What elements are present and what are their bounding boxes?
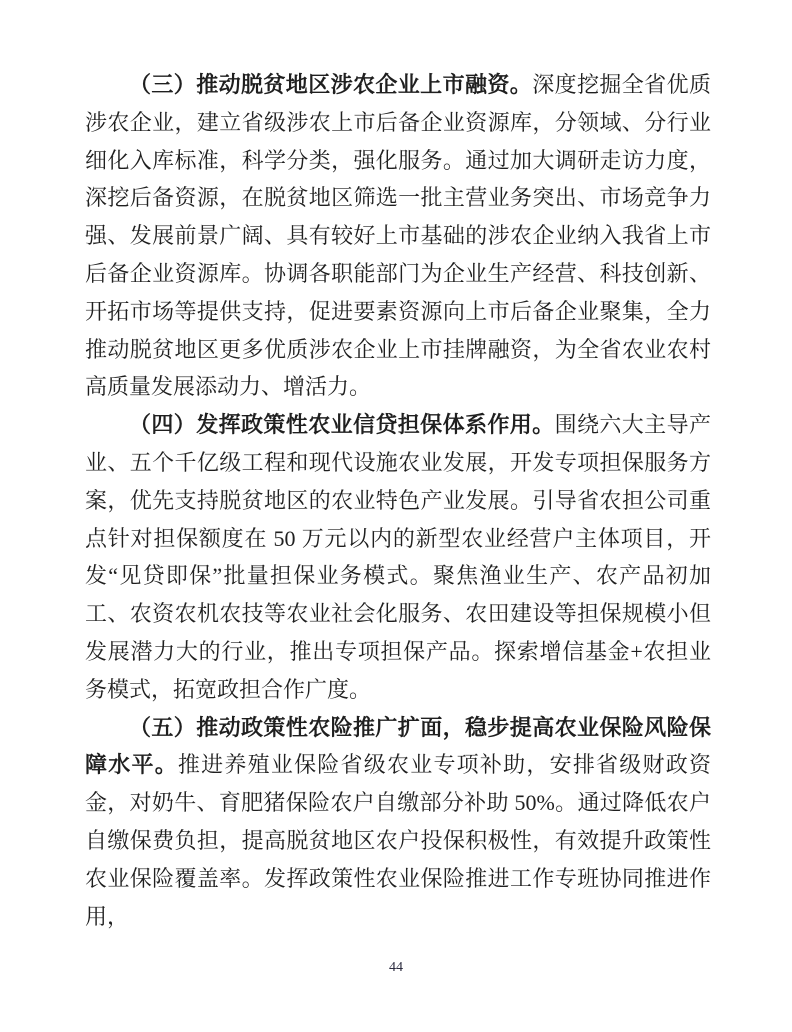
paragraph-item-4-heading: （四）发挥政策性农业信贷担保体系作用。 xyxy=(129,412,555,438)
paragraph-item-5 xyxy=(85,709,711,936)
paragraph-item-4-text: 围绕六大主导产业、五个千亿级工程和现代设施农业发展，开发专项担保服务方案，优先支持脱贫地区的农业特色产业发展。引导省农担公司重点针对担保额度在 50 万元以内的新型农业经营户主体项目，开发“见贷即保”批量担保业务模式。聚焦渔业生产、农产品初加工、农资农机农技等农业社会化服务、农田建设等担保规模小但发展潜力大的行业，推出专项担保产品。探索增信基金+农担业务模式，拓宽政担合作广度。 xyxy=(85,412,711,702)
paragraph-item-5-heading: （五）推动政策性农险推广扩面，稳步提高农业保险风险保障水平。 xyxy=(85,714,711,778)
paragraph-item-3-text: 深度挖掘全省优质涉农企业，建立省级涉农上市后备企业资源库，分领域、分行业细化入库标准，科学分类，强化服务。通过加大调研走访力度，深挖后备资源，在脱贫地区筛选一批主营业务突出、市场竞争力强、发展前景广阔、具有较好上市基础的涉农企业纳入我省上市后备企业资源库。协调各职能部门为企业生产经营、科技创新、开拓市场等提供支持，促进要素资源向上市后备企业聚集，全力推动脱贫地区更多优质涉农企业上市挂牌融资，为全省农业农村高质量发展添动力、增活力。 xyxy=(85,72,711,400)
page-number: 44 xyxy=(389,960,403,975)
paragraph-item-3-heading: （三）推动脱贫地区涉农企业上市融资。 xyxy=(129,72,533,97)
paragraph-item-3 xyxy=(85,66,711,406)
page-footer xyxy=(0,958,792,977)
paragraph-item-5-text: 推进养殖业保险省级农业专项补助，安排省级财政资金，对奶牛、育肥猪保险农户自缴部分补助 50%。通过降低农户自缴保费负担，提高脱贫地区农户投保积极性，有效提升政策性农业保险覆盖率。发挥政策性农业保险推进工作专班协同推进作用， xyxy=(85,752,711,929)
paragraph-item-4 xyxy=(85,406,711,708)
document-body xyxy=(85,66,711,935)
